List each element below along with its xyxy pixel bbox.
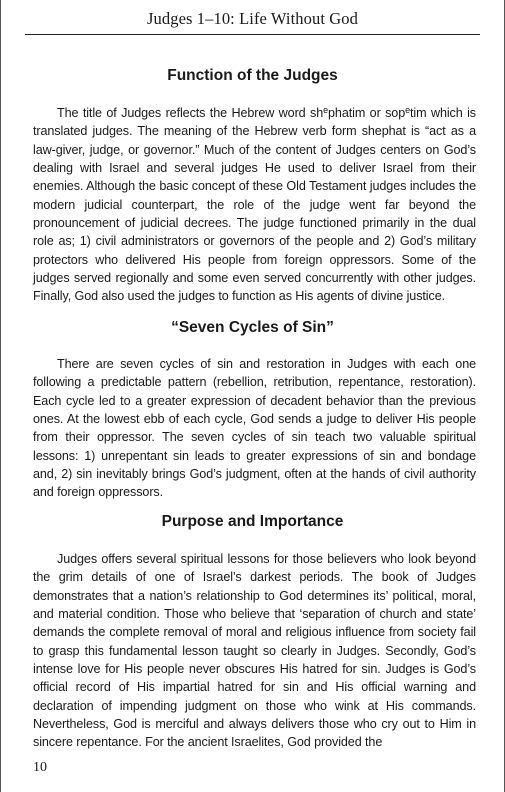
section-heading-function: Function of the Judges (167, 67, 338, 84)
page-number: 10 (33, 760, 47, 775)
paragraph-function (33, 104, 476, 306)
section-heading-purpose: Purpose and Importance (161, 513, 344, 530)
paragraph-seven-cycles: There are seven cycles of sin and restoration in Judges with each one following a predictable pattern (rebellion, retribution, repentance, restoration). Each cycle led to a greater expression of decadent behavior than the previous ones. At the lowest ebb of each cycle, God sends a judge to deliver His people from their oppressor. The seven cycles of sin teach two valuable spiritual lessons: 1) unrepentant sin leads to greater expressions of sin and bondage and, 2) sin inevitably brings God’s judgment, often at the hands of civil authority and foreign oppressors. (33, 357, 476, 500)
superscript-e: e (405, 105, 411, 115)
superscript-e: e (323, 105, 329, 115)
section-heading-seven-cycles: “Seven Cycles of Sin” (171, 319, 334, 336)
paragraph-purpose: Judges offers several spiritual lessons for those believers who look beyond the grim details of one of Israel’s darkest periods. The book of Judges demonstrates that a nation’s relationship to God determines its’ political, moral, and material condition. Those who believe that ‘separation of church and state’ demands the complete removal of moral and religious influence from society fail to grasp this fundamental lesson taught so clearly in Judges. Secondly, God’s intense love for His people never obscures His hatred for sin. Judges is God’s official record of His impartial hatred for sin and His official warning and declaration of impending judgment on those who wink at His commands. Nevertheless, God is merciful and always delivers those who cry out to Him in sincere repentance. For the ancient Israelites, God provided the (33, 552, 476, 750)
paragraph-text: The title of Judges reflects the Hebrew word sh (57, 106, 324, 120)
paragraph-text: phatim or sop (328, 106, 406, 120)
paragraph-text: tim which is translated judges. The meaning of the Hebrew verb form shephat is “act as a law-giver, judge, or governor.” Much of the content of Judges centers on God’s dealing with Israel and several judges He used to deliver Israel from their enemies. Although the basic concept of these Old Testament judges includes the modern judicial counterpart, the role of the judge went far beyond the pronouncement of judicial decrees. The judge functioned primarily in the dual role as; 1) civil administrators or governors of the people and 2) God’s military protectors who delivered His people from foreign oppressors. Some of the judges served regionally and some even served concurrently with other judges. Finally, God also used the judges to function as His agents of divine justice. (33, 106, 476, 304)
running-head: Judges 1–10: Life Without God (25, 6, 480, 35)
